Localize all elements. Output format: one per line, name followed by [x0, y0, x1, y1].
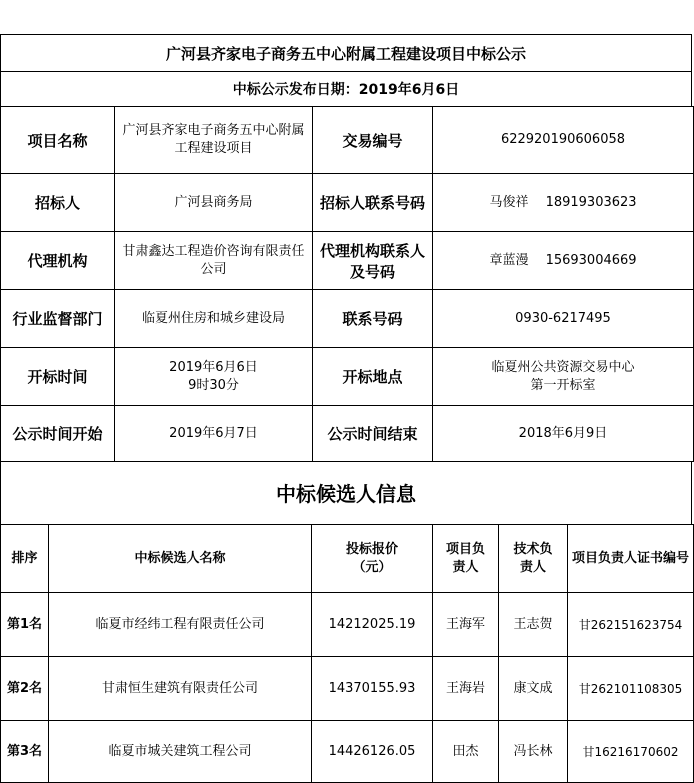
agency-contact-value: 章蓝漫 15693004669	[433, 232, 694, 290]
candidates-title-row	[0, 461, 692, 524]
candidates-header-row	[1, 525, 694, 593]
candidate-cert: 甘262151623754	[568, 593, 694, 657]
agency-label: 代理机构	[1, 232, 115, 290]
candidate-row	[1, 593, 694, 657]
open-time-label: 开标时间	[1, 348, 115, 406]
header-price: 投标报价（元）	[312, 525, 433, 593]
candidate-name: 临夏市经纬工程有限责任公司	[49, 593, 312, 657]
info-row-notice	[1, 406, 694, 462]
page-title: 广河县齐家电子商务五中心附属工程建设项目中标公示	[165, 44, 526, 63]
candidate-price: 14426126.05	[312, 721, 433, 783]
candidate-price: 14212025.19	[312, 593, 433, 657]
notice-start-value: 2019年6月7日	[115, 406, 313, 462]
tenderer-contact-value: 马俊祥 18919303623	[433, 174, 694, 232]
phone-value: 0930-6217495	[433, 290, 694, 348]
trade-no-value: 622920190606058	[433, 107, 694, 174]
notice-end-value: 2018年6月9日	[433, 406, 694, 462]
open-time-value	[115, 348, 313, 406]
candidate-cert: 甘262101108305	[568, 657, 694, 721]
candidate-pm: 田杰	[433, 721, 499, 783]
candidate-cert: 甘16216170602	[568, 721, 694, 783]
candidate-pm: 王海岩	[433, 657, 499, 721]
tenderer-contact-label: 招标人联系号码	[313, 174, 433, 232]
project-info-table	[0, 106, 694, 462]
header-name: 中标候选人名称	[49, 525, 312, 593]
header-rank: 排序	[1, 525, 49, 593]
open-place-value	[433, 348, 694, 406]
header-pm: 项目负责人	[433, 525, 499, 593]
tenderer-value: 广河县商务局	[115, 174, 313, 232]
candidate-rank: 第1名	[1, 593, 49, 657]
trade-no-label: 交易编号	[313, 107, 433, 174]
info-row-project	[1, 107, 694, 174]
header-tech: 技术负责人	[499, 525, 568, 593]
info-row-opening	[1, 348, 694, 406]
candidate-rank: 第2名	[1, 657, 49, 721]
title-row	[0, 34, 692, 72]
project-name-label: 项目名称	[1, 107, 115, 174]
info-row-agency	[1, 232, 694, 290]
project-name-value: 广河县齐家电子商务五中心附属工程建设项目	[115, 107, 313, 174]
candidate-tech: 王志贺	[499, 593, 568, 657]
notice-start-label: 公示时间开始	[1, 406, 115, 462]
candidate-price: 14370155.93	[312, 657, 433, 721]
header-cert: 项目负责人证书编号	[568, 525, 694, 593]
candidate-row	[1, 657, 694, 721]
open-place-room: 第一开标室	[530, 377, 596, 393]
publish-date-row	[0, 72, 692, 106]
candidate-tech: 冯长林	[499, 721, 568, 783]
agency-contact-label: 代理机构联系人及号码	[313, 232, 433, 290]
info-row-supervisor	[1, 290, 694, 348]
phone-label: 联系号码	[313, 290, 433, 348]
candidate-row	[1, 721, 694, 783]
candidates-title: 中标候选人信息	[276, 482, 416, 506]
open-place-label: 开标地点	[313, 348, 433, 406]
candidate-name: 甘肃恒生建筑有限责任公司	[49, 657, 312, 721]
publish-date: 中标公示发布日期：2019年6月6日	[232, 82, 460, 98]
notice-end-label: 公示时间结束	[313, 406, 433, 462]
agency-value: 甘肃鑫达工程造价咨询有限责任公司	[115, 232, 313, 290]
open-place-center: 临夏州公共资源交易中心	[491, 359, 635, 375]
candidate-name: 临夏市城关建筑工程公司	[49, 721, 312, 783]
open-time-date: 2019年6月6日	[169, 359, 258, 375]
tenderer-label: 招标人	[1, 174, 115, 232]
candidate-tech: 康文成	[499, 657, 568, 721]
open-time-hour: 9时30分	[188, 377, 239, 393]
candidates-table	[0, 524, 694, 783]
info-row-tenderer	[1, 174, 694, 232]
candidate-pm: 王海军	[433, 593, 499, 657]
supervisor-value: 临夏州住房和城乡建设局	[115, 290, 313, 348]
supervisor-label: 行业监督部门	[1, 290, 115, 348]
candidate-rank: 第3名	[1, 721, 49, 783]
